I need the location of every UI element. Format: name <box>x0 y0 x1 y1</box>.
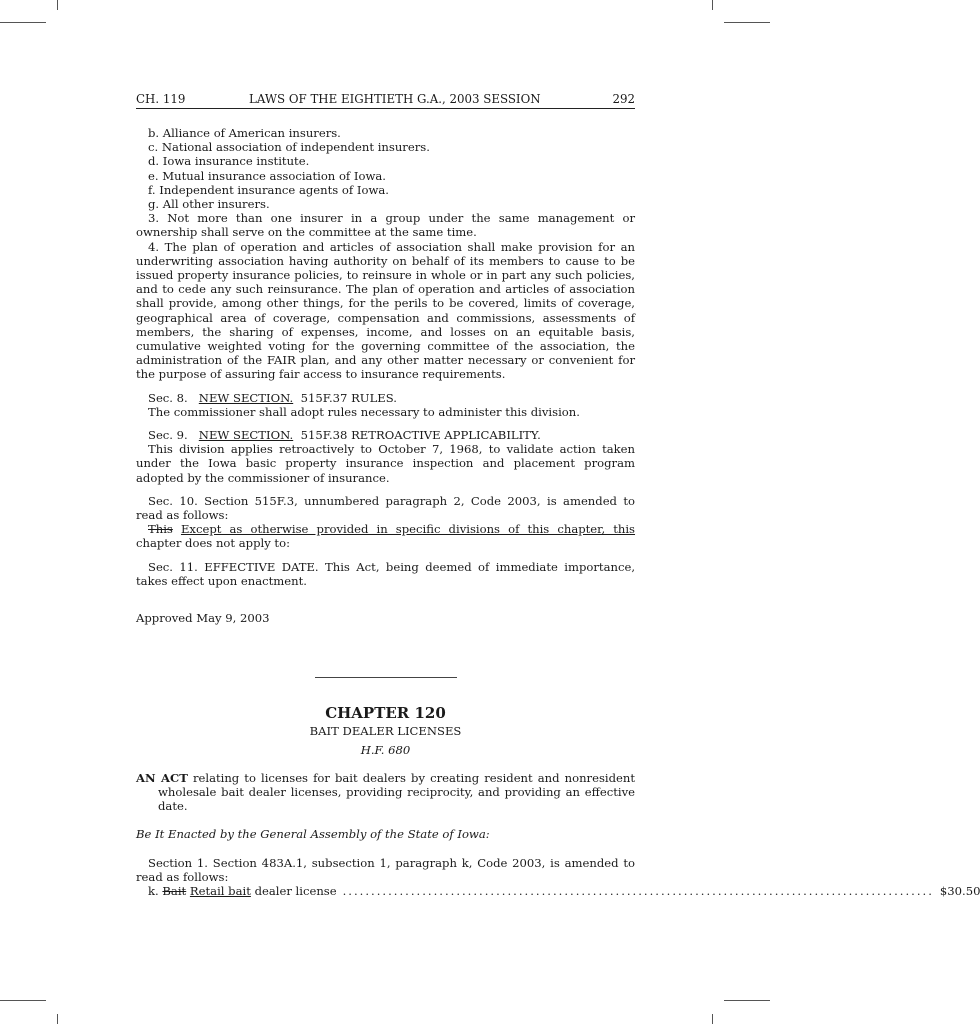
sec9-prefix: Sec. 9. <box>148 428 188 443</box>
new-section-label: NEW SECTION. <box>198 428 294 443</box>
sec8-title: 515F.37 RULES. <box>300 390 397 405</box>
sec8-prefix: Sec. 8. <box>148 390 188 405</box>
list-item: d. Iowa insurance institute. <box>148 154 310 169</box>
act-text: relating to licenses for bait dealers by creating resident and nonresident wholesale bait dealer licenses, providing reciprocity, and providing an effective date. <box>158 770 636 814</box>
sec11-text: Sec. 11. EFFECTIVE DATE. This Act, being deemed of immediate importance, takes effect upon enactment. <box>136 559 635 588</box>
crop-mark <box>57 0 58 10</box>
fee-letter: k. <box>148 883 159 898</box>
sec10-amendment <box>136 522 635 550</box>
list-item: g. All other insurers. <box>148 197 270 212</box>
crop-mark <box>57 1014 58 1024</box>
new-section-label: NEW SECTION. <box>198 390 294 405</box>
struck-text: Bait <box>162 883 187 898</box>
page-body <box>136 126 980 898</box>
chapter-title: CHAPTER 120 <box>325 704 446 723</box>
approved-date: Approved May 9, 2003 <box>136 611 270 626</box>
fee-label-rest: dealer license <box>254 883 337 898</box>
sec10-rest: chapter does not apply to: <box>136 536 290 551</box>
header-chapter: CH. 119 <box>136 92 186 106</box>
bill-number: H.F. 680 <box>360 742 411 757</box>
sec9-heading <box>136 428 635 442</box>
sec1-text: Section 1. Section 483A.1, subsection 1, paragraph k, Code 2003, is amended to read as follows: <box>136 855 635 884</box>
list-item: c. National association of independent insurers. <box>148 140 430 155</box>
chapter-subtitle: BAIT DEALER LICENSES <box>309 724 462 739</box>
inserted-text: Retail bait <box>189 883 251 898</box>
act-summary <box>136 771 635 814</box>
running-header <box>136 92 635 109</box>
crop-mark <box>724 22 770 23</box>
paragraph-4: 4. The plan of operation and articles of association shall make provision for an underwriting association having authority on behalf of its members to cause to be issued property insurance policies, to reinsure in whole or in part any such policies, and to cede any such reinsurance. The plan of operation and articles of association shall provide, among other things, for the perils to be covered, limits of coverage, geographical area of coverage, compensation and commissions, assessments of members, the sharing of expenses, income, and losses on an equitable basis, cumulative weighted voting for the governing committee of the association, the administration of the FAIR plan, and any other matter necessary or convenient for the purpose of assuring fair access to insurance requirements. <box>136 239 635 382</box>
paragraph-3: 3. Not more than one insurer in a group under the same management or ownership shall serve on the committee at the same time. <box>136 211 635 240</box>
sec8-text: The commissioner shall adopt rules necessary to administer this division. <box>148 404 580 419</box>
crop-mark <box>0 22 46 23</box>
leader-dots: ........................................................................................................ <box>342 883 934 898</box>
inserted-text: Except as otherwise provided in specific divisions of this chapter, this <box>180 522 636 537</box>
crop-mark <box>724 1000 770 1001</box>
act-lead: AN ACT <box>136 770 188 785</box>
list-item: e. Mutual insurance association of Iowa. <box>148 168 386 183</box>
page-number: 292 <box>612 92 635 106</box>
crop-mark <box>712 0 713 10</box>
currency-symbol: $ <box>939 883 948 898</box>
sec10-text: Sec. 10. Section 515F.3, unnumbered paragraph 2, Code 2003, is amended to read as follows: <box>136 493 635 523</box>
header-title: LAWS OF THE EIGHTIETH G.A., 2003 SESSION <box>249 92 541 106</box>
crop-mark <box>712 1014 713 1024</box>
enacting-clause: Be It Enacted by the General Assembly of the State of Iowa: <box>136 827 490 842</box>
list-item: f. Independent insurance agents of Iowa. <box>148 182 389 197</box>
fee-amount: 30.50 <box>947 883 980 898</box>
crop-mark <box>0 1000 46 1001</box>
sec9-title: 515F.38 RETROACTIVE APPLICABILITY. <box>300 428 541 443</box>
fee-entry <box>136 883 980 898</box>
fee-label <box>148 884 337 898</box>
sec8-heading <box>136 391 635 405</box>
sec9-text: This division applies retroactively to October 7, 1968, to validate action taken under the Iowa basic property insurance inspection and placement program adopted by the commissioner of insurance. <box>136 442 635 485</box>
list-item: b. Alliance of American insurers. <box>148 126 341 140</box>
struck-text: This <box>148 522 173 537</box>
